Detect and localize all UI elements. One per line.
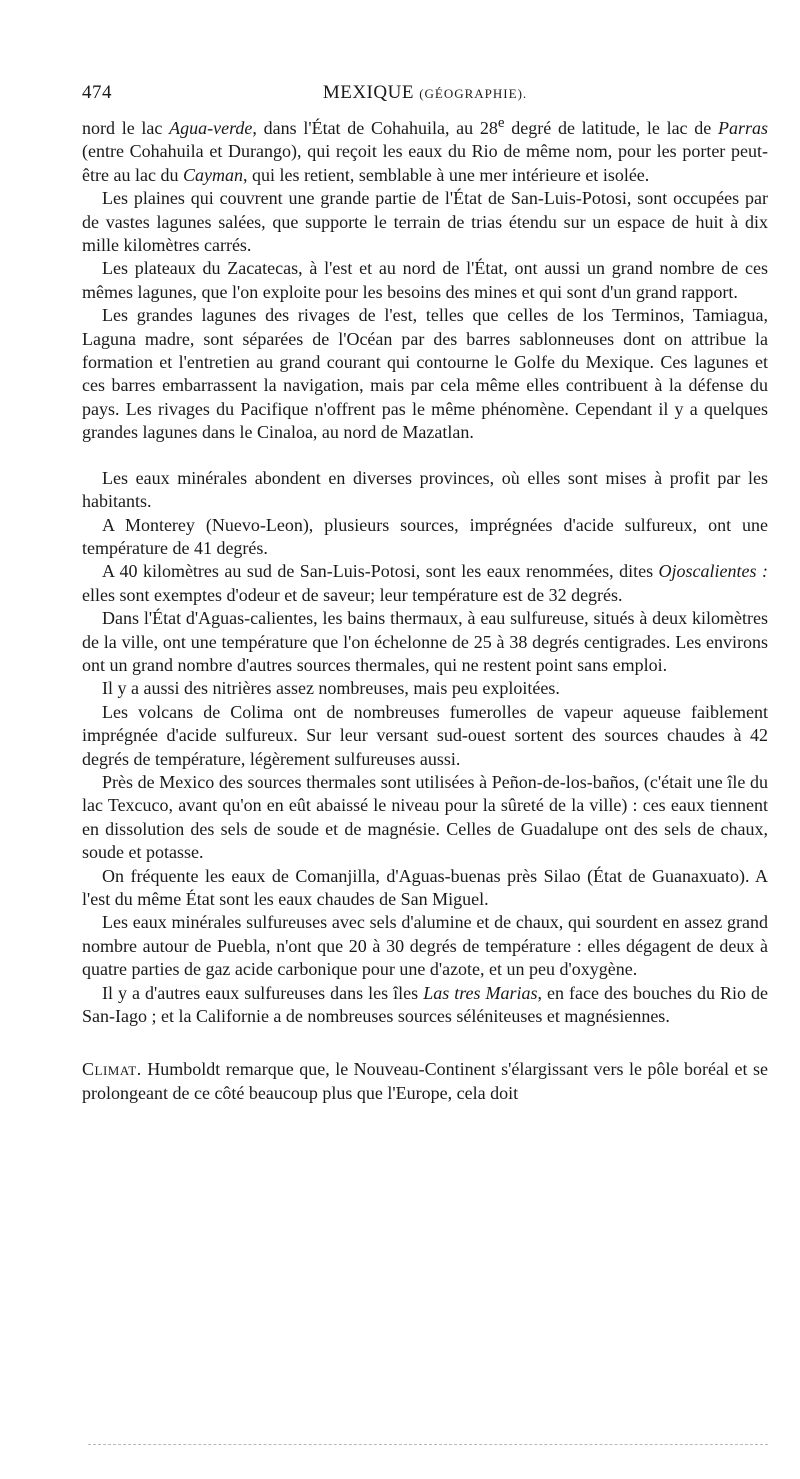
paragraph-zacatecas: Les plateaux du Zacatecas, à l'est et au nord de l'État, ont aussi un grand nombre de ces mêmes lagunes, que l'on exploite pour les besoins des mines et qui sont d'un grand rapport. — [82, 258, 768, 302]
text-run: , dans l'État de Cohahuila, au 28 — [252, 118, 498, 138]
paragraph-eastern-lagoons: Les grandes lagunes des rivages de l'est, telles que celles de los Terminos, Tamiagua, Laguna madre, sont séparées de l'Océan par des barres sablonneuses dont on attribue la formation et l'entretien au grand courant qui contourne le Golfe du Mexique. Ces lagunes et ces barres embarrassent la navigation, mais par cela même elles contribuent à la défense du pays. Les rivages du Pacifique n'offrent pas le même phénomène. Cependant il y a quelques grandes lagunes dans le Cinaloa, au nord de Mazatlan. — [82, 305, 768, 443]
paragraph-mexico-springs: Près de Mexico des sources thermales sont utilisées à Peñon-de-los-baños, (c'était une île du lac Texcuco, avant qu'on en eût abaissé le niveau pour la sûreté de la ville) : ces eaux tiennent en dissolution des sels de soude et de magnésie. Celles de Guadalupe ont des sels de chaux, soude et potasse. — [82, 771, 768, 863]
paragraph-colima: Les volcans de Colima ont de nombreuses fumerolles de vapeur aqueuse faiblement imprégnée d'acide sulfureux. Sur leur versant sud-ouest sortent des sources chaudes à 42 degrés de température, légèrement sulfureuses aussi. — [82, 701, 768, 769]
superscript: e — [497, 115, 505, 131]
paragraph-ojoscalientes — [82, 560, 768, 607]
page — [82, 78, 768, 1105]
paragraph-puebla: Les eaux minérales sulfureuses avec sels d'alumine et de chaux, qui sourdent en assez grand nombre autour de Puebla, n'ont que 20 à 30 degrés de température : elles dégagent de deux à quatre parties de gaz acide carbonique pour une d'azote, et un peu d'oxygène. — [82, 912, 768, 980]
paragraph-mineral-waters: Les eaux minérales abondent en diverses provinces, où elles sont mises à profit par les habitants. — [82, 467, 768, 512]
spring-name: Ojoscalientes : — [658, 561, 768, 582]
page-number: 474 — [82, 82, 112, 103]
island-name: Las tres Marias — [423, 982, 538, 1003]
text-run: Il y a d'autres eaux sulfureuses dans les îles — [102, 982, 424, 1003]
lake-name: Parras — [717, 118, 768, 138]
footer-rule — [88, 1444, 768, 1445]
paragraph-san-luis-potosi: Les plaines qui couvrent une grande partie de l'État de San-Luis-Potosi, sont occupées par de vastes lagunes salées, que supporte le terrain de trias étendu sur un espace de huit à dix mille kilomètres carrés. — [82, 188, 768, 256]
running-head-title: MEXIQUE — [322, 82, 414, 103]
page-header — [82, 78, 768, 108]
section-gap — [82, 1028, 768, 1058]
paragraph-aguas-calientes: Dans l'État d'Aguas-calientes, les bains thermaux, à eau sulfureuse, situés à deux kilomètres de la ville, ont une température que l'on échelonne de 25 à 38 degrés centigrades. Les environs ont un grand nombre d'autres sources thermales, qui ne restent point sans emploi. — [82, 608, 768, 675]
text-run: , en face des bouches du Rio de San-Iago ; et la Californie a de nombreuses sources séléniteuses et magnésiennes. — [82, 982, 768, 1027]
lake-name: Agua-verde — [169, 118, 253, 138]
section-gap — [82, 445, 768, 467]
text-run: (entre Cohahuila et Durango), qui reçoit les eaux du Rio de même nom, pour les porter peut-être au lac du — [82, 141, 768, 185]
running-head — [82, 82, 768, 104]
body-text — [82, 112, 768, 1105]
paragraph-comanjilla: On fréquente les eaux de Comanjilla, d'Aguas-buenas près Silao (État de Guanaxuato). A l'est du même État sont les eaux chaudes de San Miguel. — [82, 865, 768, 909]
running-head-subtitle: (GÉOGRAPHIE). — [419, 86, 528, 101]
text-run: A 40 kilomètres au sud de San-Luis-Potosi, sont les eaux renommées, dites — [102, 561, 659, 582]
text-run: degré de latitude, le lac de — [504, 118, 718, 138]
paragraph-monterey: A Monterey (Nuevo-Leon), plusieurs sources, imprégnées d'acide sulfureux, ont une température de 41 degrés. — [82, 514, 768, 558]
text-run: nord le lac — [82, 118, 170, 138]
text-run: , qui les retient, semblable à une mer intérieure et isolée. — [242, 164, 650, 185]
paragraph-tres-marias — [82, 982, 768, 1029]
paragraph-lakes-north — [82, 112, 768, 187]
paragraph-nitrieres: Il y a aussi des nitrières assez nombreuses, mais peu exploitées. — [102, 678, 560, 699]
text-run: elles sont exemptes d'odeur et de saveur; leur température est de 32 degrés. — [82, 584, 623, 605]
lake-name: Cayman — [182, 164, 243, 185]
paragraph-climat — [82, 1058, 768, 1105]
text-run: Humboldt remarque que, le Nouveau-Continent s'élargissant vers le pôle boréal et se prolongeant de ce côté beaucoup plus que l'Europe, cela doit — [82, 1059, 768, 1103]
section-label-climat: Climat. — [82, 1059, 142, 1080]
